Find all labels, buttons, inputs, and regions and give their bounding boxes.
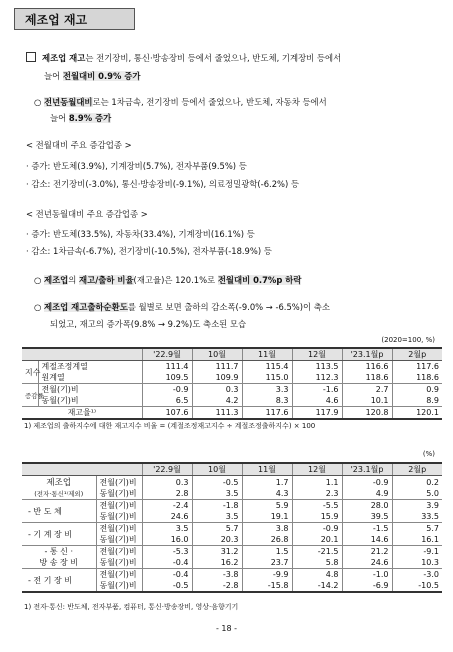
header-corner — [22, 463, 142, 476]
table-row — [22, 523, 442, 535]
cell: -1.8 — [192, 500, 242, 512]
cell: 0.2 — [392, 476, 442, 489]
table-row — [22, 476, 442, 489]
row-label: 동월(기)비 — [96, 534, 142, 546]
col-header: '23.1월p — [342, 463, 392, 476]
cell: 111.3 — [192, 407, 242, 420]
bullet-2-line-2 — [50, 112, 111, 124]
cell: 20.3 — [192, 534, 242, 546]
table-row — [22, 569, 442, 581]
cell: 4.3 — [242, 488, 292, 500]
circle-bullet-icon: ○ — [34, 302, 44, 312]
cell: 118.6 — [392, 372, 442, 384]
cell: 5.9 — [242, 500, 292, 512]
group-sub: 방 송 장 비 — [22, 557, 96, 569]
cell: 5.0 — [392, 488, 442, 500]
bullet-3-text-a: 의 — [68, 275, 77, 285]
cell: -15.8 — [242, 580, 292, 592]
bullet-2-text-2: 늘어 — [50, 113, 67, 123]
row-label: 동월(기)비 — [96, 511, 142, 523]
yoy-increase: · 증가: 반도체(33.5%), 자동차(33.4%), 기계장비(16.1%) 등 — [26, 229, 255, 239]
cell: 116.6 — [342, 361, 392, 373]
cell: 120.1 — [392, 407, 442, 420]
table-2-unit: (%) — [422, 450, 435, 458]
cell: -0.5 — [142, 580, 192, 592]
bullet-2-highlight: 8.9% 증가 — [68, 113, 112, 123]
circle-bullet-icon: ○ — [34, 275, 44, 285]
cell: 5.7 — [192, 523, 242, 535]
bullet-1-text-2: 늘어 — [44, 71, 61, 81]
cell: -0.9 — [292, 523, 342, 535]
table-1-footnote: 1) 제조업의 출하지수에 대한 재고지수 비율 = (계절조정재고지수 ÷ 계절조정출하지수) × 100 — [24, 422, 316, 430]
group-name: - 기 계 장 비 — [22, 523, 96, 546]
cell: 4.9 — [342, 488, 392, 500]
col-header: '22.9월 — [142, 348, 192, 361]
group-name: - 반 도 체 — [22, 500, 96, 523]
cell: 1.7 — [242, 476, 292, 489]
cell: -5.5 — [292, 500, 342, 512]
bullet-1-lead: 제조업 재고 — [42, 53, 86, 63]
cell: 3.8 — [242, 523, 292, 535]
row-label: 전월(기)비 — [96, 546, 142, 558]
bullet-1-text-1: 는 전기장비, 통신·방송장비 등에서 줄었으나, 반도체, 기계장비 등에서 — [85, 53, 342, 63]
cell: -3.8 — [192, 569, 242, 581]
bullet-2-text-1: 로는 1차금속, 전기장비 등에서 줄었으나, 반도체, 자동차 등에서 — [92, 97, 327, 107]
table-2-footnote: 1) 전자·통신: 반도체, 전자부품, 컴퓨터, 통신·방송장비, 영상·음향기기 — [24, 603, 239, 611]
cell: 14.6 — [342, 534, 392, 546]
group-name: - 전 기 장 비 — [22, 569, 96, 593]
cell: 4.8 — [292, 569, 342, 581]
cell: 1.1 — [292, 476, 342, 489]
table-row-ratio — [22, 407, 442, 420]
cell: -9.9 — [242, 569, 292, 581]
cell: 39.5 — [342, 511, 392, 523]
cell: 20.1 — [292, 534, 342, 546]
cell: 16.1 — [392, 534, 442, 546]
cell: 31.2 — [192, 546, 242, 558]
cell: -10.5 — [392, 580, 442, 592]
table-row — [22, 500, 442, 512]
row-label: 동월(기)비 — [96, 580, 142, 592]
cell: 19.1 — [242, 511, 292, 523]
table-row — [22, 557, 442, 569]
cell: -9.1 — [392, 546, 442, 558]
section-title: 제조업 재고 — [14, 8, 135, 30]
cell: 5.7 — [392, 523, 442, 535]
inventory-index-table — [22, 347, 442, 420]
cell: -6.9 — [342, 580, 392, 592]
cell: 107.6 — [142, 407, 192, 420]
cell: 24.6 — [342, 557, 392, 569]
col-header: 2월p — [392, 348, 442, 361]
cell: 115.4 — [242, 361, 292, 373]
bullet-1-line-2 — [44, 70, 140, 82]
industry-inventory-table — [22, 462, 442, 593]
cell: -0.4 — [142, 557, 192, 569]
table-row — [22, 361, 442, 373]
cell: 2.7 — [342, 384, 392, 396]
cell: -0.5 — [192, 476, 242, 489]
bullet-3-bold: 재고/출하 비율 — [79, 275, 134, 285]
bullet-3-lead: 제조업 — [43, 275, 69, 285]
row-label: 전월(기)비 — [38, 384, 142, 396]
col-header: 12월 — [292, 463, 342, 476]
cell: 120.8 — [342, 407, 392, 420]
page-number: - 18 - — [215, 624, 238, 633]
col-header: 10월 — [192, 348, 242, 361]
checkbox-square-icon — [26, 52, 36, 62]
cell: 24.6 — [142, 511, 192, 523]
yoy-header: < 전년동월대비 주요 증감업종 > — [26, 209, 148, 219]
bullet-4-text-1: 를 월별로 보면 출하의 감소폭(-9.0% → -6.5%)이 축소 — [127, 302, 330, 312]
cell: 118.6 — [342, 372, 392, 384]
group-name: - 통 신 · — [44, 547, 73, 556]
col-header: '22.9월 — [142, 463, 192, 476]
col-header: 12월 — [292, 348, 342, 361]
group-name: 제조업 — [46, 478, 72, 488]
cell: 16.0 — [142, 534, 192, 546]
cell: 10.3 — [392, 557, 442, 569]
table-row — [22, 372, 442, 384]
cell: 4.2 — [192, 395, 242, 407]
cell: 1.5 — [242, 546, 292, 558]
bullet-3-highlight: 전월대비 0.7%p 하락 — [217, 275, 302, 285]
row-label: 전월(기)비 — [96, 523, 142, 535]
cell: 6.5 — [142, 395, 192, 407]
mom-increase: · 증가: 반도체(3.9%), 기계장비(5.7%), 전자부품(9.5%) 등 — [26, 161, 247, 171]
table-row — [22, 546, 442, 558]
table-row — [22, 395, 442, 407]
cell: 109.5 — [142, 372, 192, 384]
bullet-4-lead: 제조업 재고출하순환도 — [43, 302, 128, 312]
cell: 109.9 — [192, 372, 242, 384]
row-label: 동월(기)비 — [96, 557, 142, 569]
cell: 117.9 — [292, 407, 342, 420]
row-label: 동월(기)비 — [38, 395, 142, 407]
cell: 2.8 — [142, 488, 192, 500]
cell: 0.3 — [192, 384, 242, 396]
cell: 113.5 — [292, 361, 342, 373]
row-label: 전월(기)비 — [96, 500, 142, 512]
bullet-1-line-1 — [26, 52, 341, 64]
cell: 5.8 — [292, 557, 342, 569]
col-header: 2월p — [392, 463, 442, 476]
col-header: 11월 — [242, 348, 292, 361]
bullet-2-line-1 — [34, 96, 327, 108]
table-2-header-row — [22, 463, 442, 476]
cell: 0.9 — [392, 384, 442, 396]
mom-header: < 전월대비 주요 증감업종 > — [26, 140, 132, 150]
table-row — [22, 488, 442, 500]
cell: -5.3 — [142, 546, 192, 558]
col-header: '23.1월p — [342, 348, 392, 361]
side-label-change: 증감률 — [22, 384, 38, 407]
row-label: 재고율¹⁾ — [22, 407, 142, 420]
row-label: 계절조정계열 — [38, 361, 142, 373]
cell: 3.3 — [242, 384, 292, 396]
cell: 2.3 — [292, 488, 342, 500]
cell: 112.3 — [292, 372, 342, 384]
cell: -1.0 — [342, 569, 392, 581]
cell: -0.9 — [142, 384, 192, 396]
bullet-3 — [34, 274, 301, 286]
cell: 10.1 — [342, 395, 392, 407]
bullet-4-line-1 — [34, 301, 330, 313]
cell: 15.9 — [292, 511, 342, 523]
cell: 115.0 — [242, 372, 292, 384]
bullet-3-text-b: (재고율)은 120.1%로 — [133, 275, 216, 285]
cell: -3.0 — [392, 569, 442, 581]
bullet-1-highlight: 전월대비 0.9% 증가 — [62, 71, 141, 81]
table-row — [22, 384, 442, 396]
cell: 117.6 — [392, 361, 442, 373]
table-1-unit: (2020=100, %) — [381, 336, 435, 344]
col-header: 11월 — [242, 463, 292, 476]
cell: 28.0 — [342, 500, 392, 512]
cell: -14.2 — [292, 580, 342, 592]
mom-decrease: · 감소: 전기장비(-3.0%), 통신·방송장비(-9.1%), 의료정밀광학(-6.2%) 등 — [26, 179, 299, 189]
col-header: 10월 — [192, 463, 242, 476]
cell: 111.7 — [192, 361, 242, 373]
circle-bullet-icon: ○ — [34, 97, 44, 107]
cell: -2.8 — [192, 580, 242, 592]
cell: -2.4 — [142, 500, 192, 512]
cell: 117.6 — [242, 407, 292, 420]
cell: -0.4 — [142, 569, 192, 581]
bullet-4-line-2: 되었고, 재고의 증가폭(9.8% → 9.2%)도 축소된 모습 — [50, 319, 247, 329]
yoy-decrease: · 감소: 1차금속(-6.7%), 전기장비(-10.5%), 전자부품(-18.9%) 등 — [26, 246, 272, 256]
cell: 26.8 — [242, 534, 292, 546]
cell: 3.5 — [192, 488, 242, 500]
cell: 21.2 — [342, 546, 392, 558]
side-label-index: 지수 — [22, 361, 38, 384]
row-label: 전월(기)비 — [96, 569, 142, 581]
cell: -1.5 — [342, 523, 392, 535]
cell: 4.6 — [292, 395, 342, 407]
cell: -1.6 — [292, 384, 342, 396]
row-label: 원계열 — [38, 372, 142, 384]
table-1-header-row — [22, 348, 442, 361]
cell: 16.2 — [192, 557, 242, 569]
header-corner — [22, 348, 142, 361]
cell: 111.4 — [142, 361, 192, 373]
cell: 3.5 — [142, 523, 192, 535]
cell: 23.7 — [242, 557, 292, 569]
cell: 33.5 — [392, 511, 442, 523]
row-label: 동월(기)비 — [96, 488, 142, 500]
row-label: 전월(기)비 — [96, 476, 142, 489]
cell: 0.3 — [142, 476, 192, 489]
cell: 3.5 — [192, 511, 242, 523]
cell: 8.9 — [392, 395, 442, 407]
cell: 8.3 — [242, 395, 292, 407]
cell: -0.9 — [342, 476, 392, 489]
cell: 3.9 — [392, 500, 442, 512]
bullet-2-lead: 전년동월대비 — [43, 97, 93, 107]
group-sub: (전자·통신¹⁾제외) — [22, 488, 96, 500]
cell: -21.5 — [292, 546, 342, 558]
